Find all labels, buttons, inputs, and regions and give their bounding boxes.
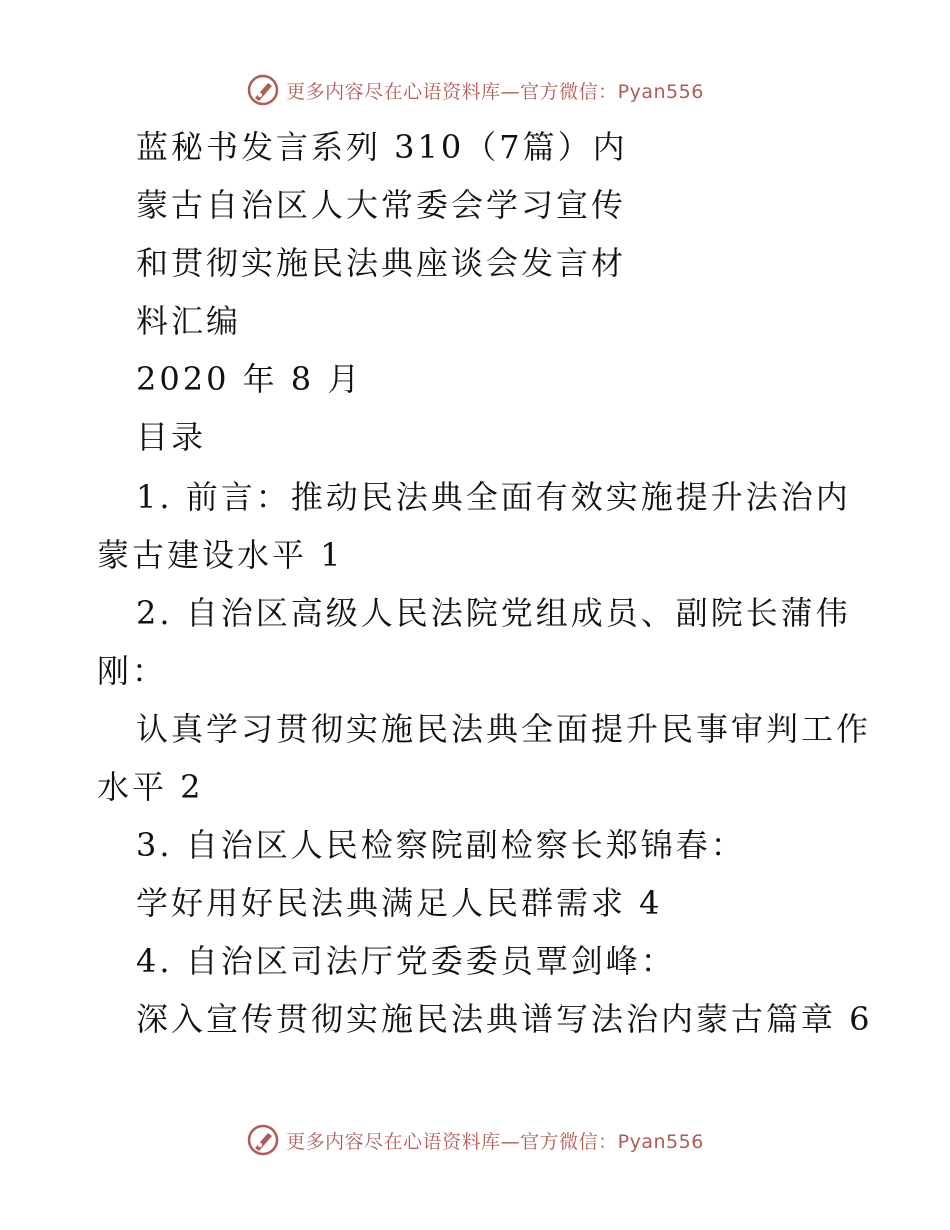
toc-entry-line: 深入宣传贯彻实施民法典谱写法治内蒙古篇章 6 <box>136 1000 873 1038</box>
toc-entry-line: 2. 自治区高级人民法院党组成员、副院长蒲伟 <box>136 594 851 632</box>
toc-entry-line: 学好用好民法典满足人民群需求 4 <box>136 884 663 922</box>
toc-entry-line: 水平 2 <box>97 768 204 806</box>
title-line-4: 料汇编 <box>136 302 242 340</box>
toc-entry-line: 3. 自治区人民检察院副检察长郑锦春： <box>136 826 746 864</box>
pen-logo-icon <box>246 73 280 107</box>
title-line-2: 蒙古自治区人大常委会学习宣传 <box>136 186 627 224</box>
pen-logo-icon <box>246 1123 280 1157</box>
toc-entry-line: 刚： <box>97 652 168 690</box>
toc-entry-line: 蒙古建设水平 1 <box>97 536 344 574</box>
footer-banner-text: 更多内容尽在心语资料库—官方微信：Pyan556 <box>286 1130 704 1153</box>
footer-banner-content <box>246 1123 704 1157</box>
toc-heading: 目录 <box>136 418 207 456</box>
toc-entry-line: 4. 自治区司法厅党委委员覃剑峰： <box>136 942 676 980</box>
header-banner-content <box>246 73 704 107</box>
title-line-3: 和贯彻实施民法典座谈会发言材 <box>136 244 627 282</box>
header-banner <box>0 70 950 110</box>
header-banner-text: 更多内容尽在心语资料库—官方微信：Pyan556 <box>286 80 704 103</box>
toc-entry-line: 1. 前言：推动民法典全面有效实施提升法治内 <box>136 478 851 516</box>
toc-entry-line: 认真学习贯彻实施民法典全面提升民事审判工作 <box>136 710 872 748</box>
document-date: 2020 年 8 月 <box>136 360 363 398</box>
title-line-1: 蓝秘书发言系列 310（7篇）内 <box>136 128 628 166</box>
footer-banner <box>0 1120 950 1160</box>
